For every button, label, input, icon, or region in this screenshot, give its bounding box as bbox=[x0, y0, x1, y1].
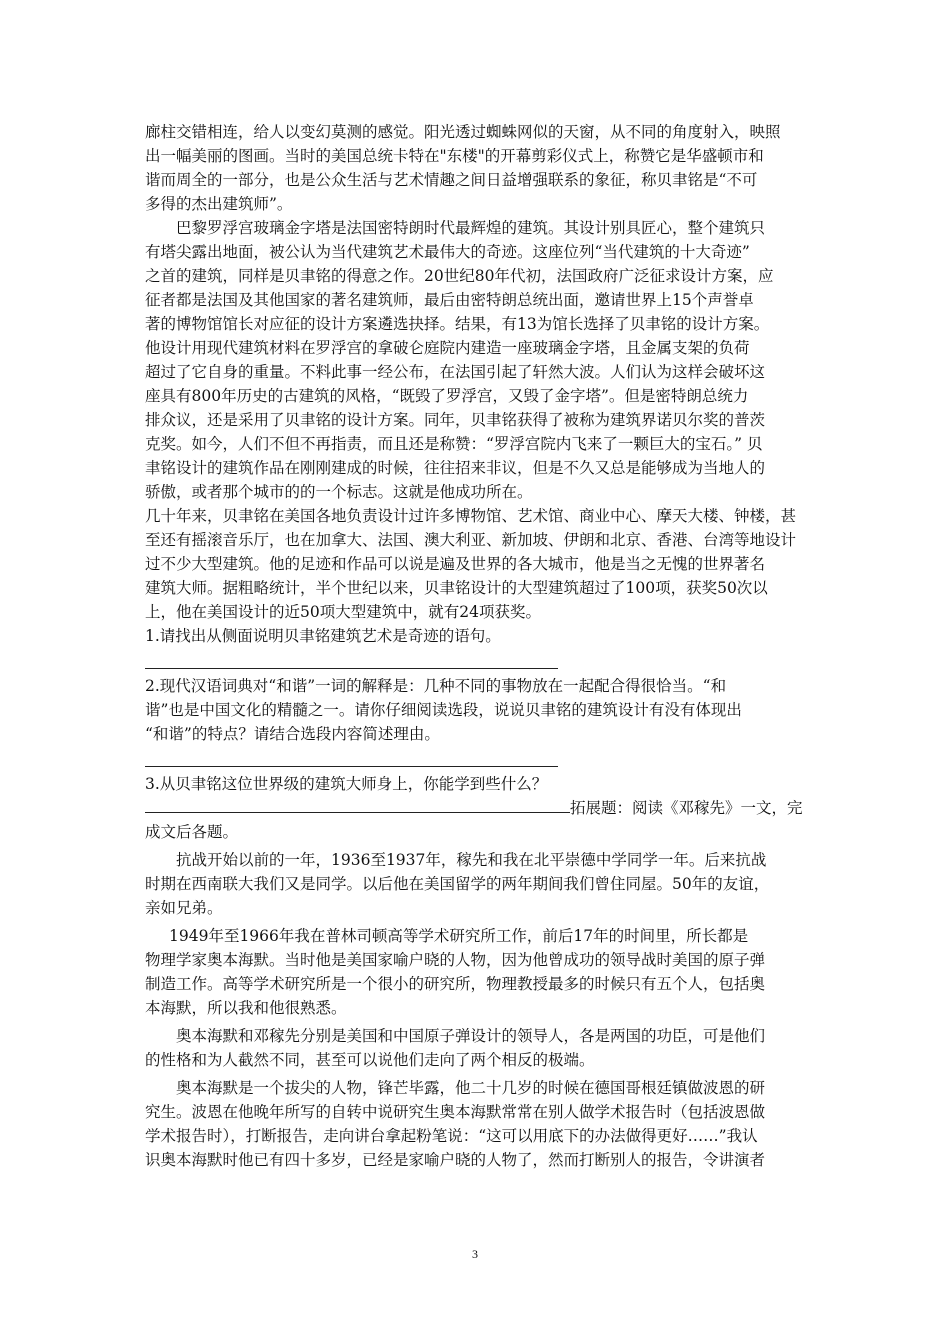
text-line: 座具有800年历史的古建筑的风格，“既毁了罗浮宫，又毁了金字塔”。但是密特朗总统力 bbox=[145, 387, 749, 405]
text-line: 1949年至1966年我在普林司顿高等学术研究所工作，前后17年的时间里，所长都是 bbox=[169, 927, 749, 945]
extension-prompt bbox=[145, 796, 810, 820]
question-1: 1.请找出从侧面说明贝聿铭建筑艺术是奇迹的语句。 bbox=[145, 627, 501, 645]
extension-prompt-continued: 成文后各题。 bbox=[145, 823, 239, 841]
text-line: 建筑大师。据粗略统计，半个世纪以来，贝聿铭设计的大型建筑超过了100项，获奖50次以 bbox=[145, 579, 768, 597]
paragraph-4 bbox=[145, 848, 810, 920]
text-line: “和谐”的特点？请结合选段内容简述理由。 bbox=[145, 725, 440, 743]
text-line: 的性格和为人截然不同，甚至可以说他们走向了两个相反的极端。 bbox=[145, 1051, 595, 1069]
paragraph-7 bbox=[145, 1076, 810, 1172]
paragraph-5 bbox=[145, 924, 810, 1020]
text-line: 过不少大型建筑。他的足迹和作品可以说是遍及世界的各大城市，他是当之无愧的世界著名 bbox=[145, 555, 766, 573]
text-line: 本海默，所以我和他很熟悉。 bbox=[145, 999, 347, 1017]
text-line: 征者都是法国及其他国家的著名建筑师，最后由密特朗总统出面，邀请世界上15个声誉卓 bbox=[145, 291, 754, 309]
text-line: 巴黎罗浮宫玻璃金字塔是法国密特朗时代最辉煌的建筑。其设计别具匠心，整个建筑只 bbox=[176, 219, 766, 237]
text-line: 物理学家奥本海默。当时他是美国家喻户晓的人物，因为他曾成功的领导战时美国的原子弹 bbox=[145, 951, 766, 969]
text-line: 出一幅美丽的图画。当时的美国总统卡特在"东楼"的开幕剪彩仪式上，称赞它是华盛顿市和 bbox=[145, 147, 764, 165]
answer-line-2[interactable] bbox=[145, 746, 558, 767]
text-line: 克奖。如今，人们不但不再指责，而且还是称赞：“罗浮宫院内飞来了一颗巨大的宝石。” 贝 bbox=[145, 435, 763, 453]
page-number: 3 bbox=[472, 1247, 478, 1261]
text-line: 至还有摇滚音乐厅，也在加拿大、法国、澳大利亚、新加坡、伊朗和北京、香港、台湾等地设计 bbox=[145, 531, 797, 549]
extension-title: 拓展题：阅读《邓稼先》一文，完 bbox=[570, 799, 803, 817]
question-2 bbox=[145, 674, 810, 746]
paragraph-6 bbox=[145, 1024, 810, 1072]
text-line: 2.现代汉语词典对“和谐”一词的解释是：几种不同的事物放在一起配合得很恰当。“和 bbox=[145, 677, 727, 695]
paragraph-2 bbox=[145, 216, 810, 504]
question-3: 3.从贝聿铭这位世界级的建筑大师身上，你能学到些什么？ bbox=[145, 775, 548, 793]
text-line: 谐而周全的一部分，也是公众生活与艺术情趣之间日益增强联系的象征，称贝聿铭是“不可 bbox=[145, 171, 758, 189]
text-line: 学术报告时），打断报告，走向讲台拿起粉笔说：“这可以用底下的办法做得更好……”我认 bbox=[145, 1127, 758, 1145]
text-line: 他设计用现代建筑材料在罗浮宫的拿破仑庭院内建造一座玻璃金字塔，且金属支架的负荷 bbox=[145, 339, 750, 357]
text-line: 谐”也是中国文化的精髓之一。请你仔细阅读选段，说说贝聿铭的建筑设计有没有体现出 bbox=[145, 701, 742, 719]
answer-line-1[interactable] bbox=[145, 648, 558, 669]
paragraph-3 bbox=[145, 504, 810, 624]
text-line: 聿铭设计的建筑作品在刚刚建成的时候，往往招来非议，但是不久又总是能够成为当地人的 bbox=[145, 459, 766, 477]
text-line: 上，他在美国设计的近50项大型建筑中，就有24项获奖。 bbox=[145, 603, 541, 621]
text-line: 有塔尖露出地面，被公认为当代建筑艺术最伟大的奇迹。这座位列“当代建筑的十大奇迹” bbox=[145, 243, 750, 261]
text-line: 奥本海默和邓稼先分别是美国和中国原子弹设计的领导人，各是两国的功臣，可是他们 bbox=[176, 1027, 766, 1045]
text-line: 究生。波恩在他晚年所写的自转中说研究生奥本海默常常在别人做学术报告时（包括波恩做 bbox=[145, 1103, 766, 1121]
text-line: 超过了它自身的重量。不料此事一经公布，在法国引起了轩然大波。人们认为这样会破坏这 bbox=[145, 363, 766, 381]
text-line: 廊柱交错相连，给人以变幻莫测的感觉。阳光透过蜘蛛网似的天窗，从不同的角度射入，映照 bbox=[145, 123, 781, 141]
document-page bbox=[145, 120, 810, 1172]
text-line: 亲如兄弟。 bbox=[145, 899, 223, 917]
text-line: 多得的杰出建筑师”。 bbox=[145, 195, 293, 213]
text-line: 制造工作。高等学术研究所是一个很小的研究所，物理教授最多的时候只有五个人，包括奥 bbox=[145, 975, 766, 993]
text-line: 骄傲，或者那个城市的的一个标志。这就是他成功所在。 bbox=[145, 483, 533, 501]
text-line: 几十年来，贝聿铭在美国各地负责设计过许多博物馆、艺术馆、商业中心、摩天大楼、钟楼，甚 bbox=[145, 507, 797, 525]
text-line: 时期在西南联大我们又是同学。以后他在美国留学的两年期间我们曾住同屋。50年的友谊， bbox=[145, 875, 770, 893]
text-line: 奥本海默是一个拔尖的人物，锋芒毕露，他二十几岁的时候在德国哥根廷镇做波恩的研 bbox=[176, 1079, 766, 1097]
text-line: 排众议，还是采用了贝聿铭的设计方案。同年，贝聿铭获得了被称为建筑界诺贝尔奖的普茨 bbox=[145, 411, 766, 429]
text-line: 著的博物馆馆长对应征的设计方案遴选抉择。结果，有13为馆长选择了贝聿铭的设计方案。 bbox=[145, 315, 770, 333]
answer-line-3[interactable] bbox=[145, 798, 570, 813]
text-line: 之首的建筑，同样是贝聿铭的得意之作。20世纪80年代初，法国政府广泛征求设计方案，应 bbox=[145, 267, 774, 285]
text-line: 识奥本海默时他已有四十多岁，已经是家喻户晓的人物了，然而打断别人的报告，令讲演者 bbox=[145, 1151, 766, 1169]
text-line: 抗战开始以前的一年，1936至1937年，稼先和我在北平崇德中学同学一年。后来抗战 bbox=[176, 851, 767, 869]
paragraph-1 bbox=[145, 120, 810, 216]
